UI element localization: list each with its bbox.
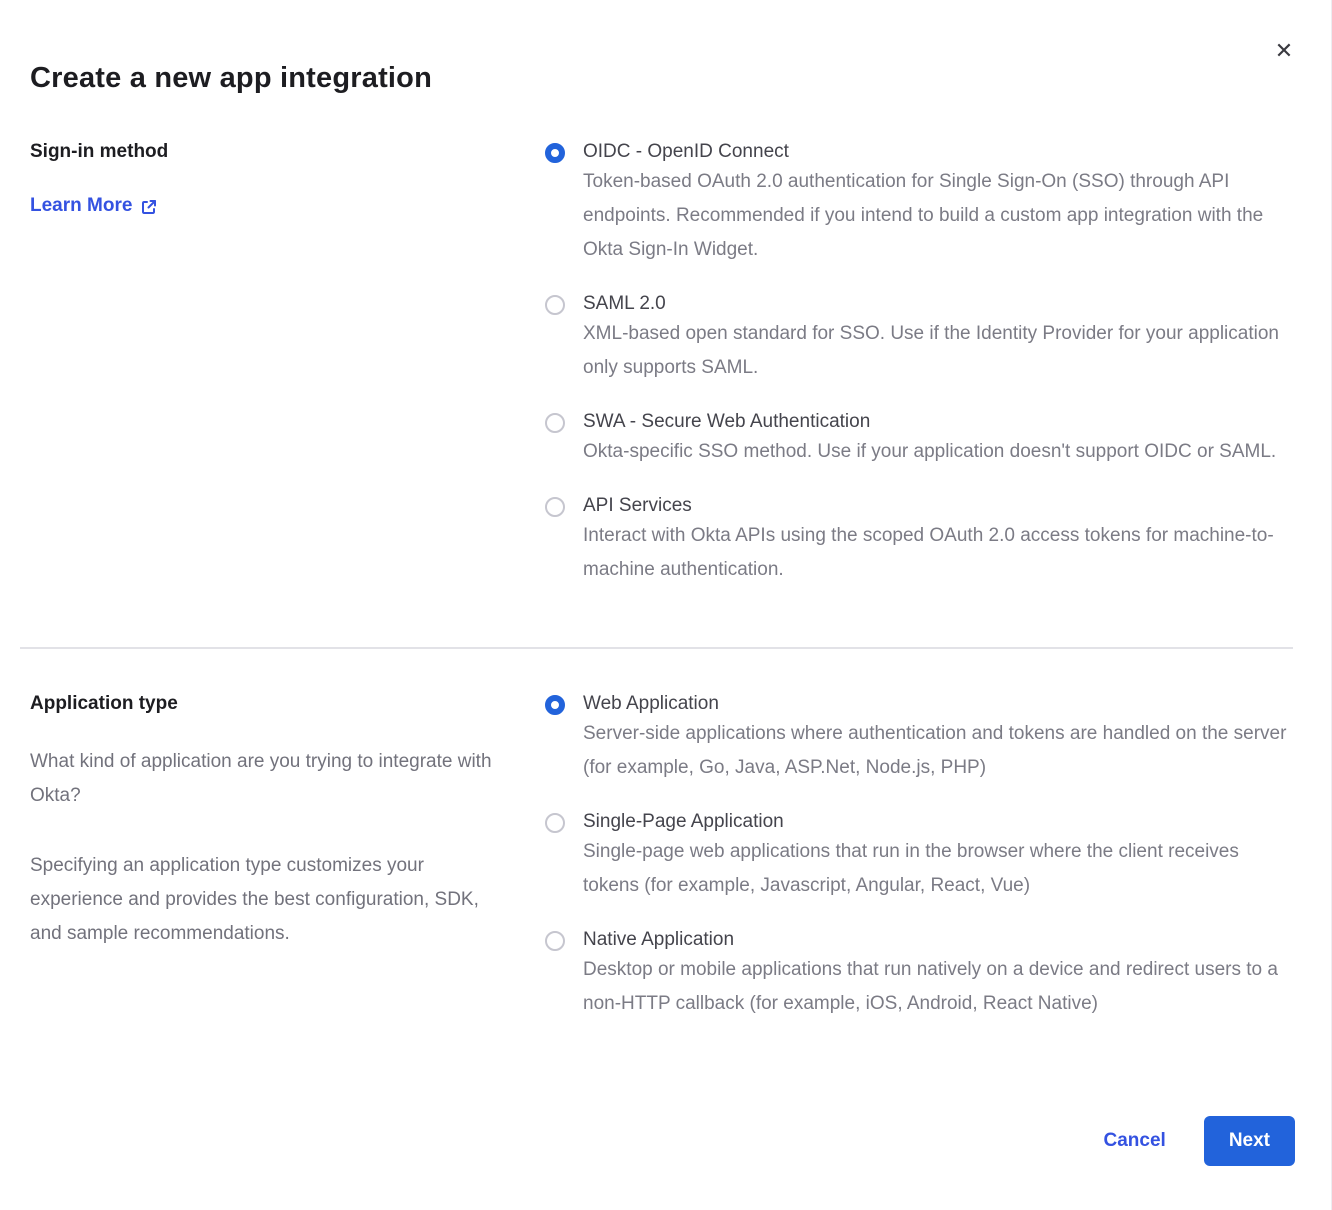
radio-option-description: Server-side applications where authentication and tokens are handled on the server (for example, Go, Java, ASP.Net, Node.js, PHP) (583, 723, 1287, 778)
radio-icon[interactable] (545, 931, 565, 951)
radio-icon[interactable] (545, 497, 565, 517)
radio-option-web-application[interactable] (545, 693, 1295, 785)
learn-more-label: Learn More (30, 195, 133, 216)
application-type-options (545, 693, 1295, 1021)
radio-option-swa[interactable] (545, 411, 1295, 469)
application-type-left-column (30, 693, 545, 951)
radio-icon[interactable] (545, 295, 565, 315)
radio-option-description: Token-based OAuth 2.0 authentication for Single Sign-On (SSO) through API endpoints. Recommended if you intend to build a custom app integration with the Okta Sign-In Widget. (583, 171, 1264, 260)
radio-option-label[interactable]: Native Application (583, 929, 735, 950)
sign-in-method-options (545, 141, 1295, 587)
radio-option-description: Okta-specific SSO method. Use if your application doesn't support OIDC or SAML. (583, 441, 1277, 462)
radio-option-label[interactable]: SAML 2.0 (583, 293, 666, 314)
external-link-icon (140, 198, 158, 216)
radio-option-oidc[interactable] (545, 141, 1295, 267)
radio-option-label[interactable]: OIDC - OpenID Connect (583, 141, 789, 162)
radio-icon[interactable] (545, 143, 565, 163)
radio-option-native-application[interactable] (545, 929, 1295, 1021)
cancel-button[interactable]: Cancel (1103, 1130, 1166, 1151)
dialog-footer (1104, 1116, 1296, 1166)
close-icon[interactable]: ✕ (1274, 38, 1294, 63)
application-type-heading: Application type (30, 693, 178, 714)
radio-option-single-page-application[interactable] (545, 811, 1295, 903)
radio-icon[interactable] (545, 695, 565, 715)
radio-icon[interactable] (545, 413, 565, 433)
radio-option-description: XML-based open standard for SSO. Use if the Identity Provider for your application only supports SAML. (583, 323, 1279, 378)
radio-option-label[interactable]: Web Application (583, 693, 719, 714)
radio-option-description: Interact with Okta APIs using the scoped OAuth 2.0 access tokens for machine-to-machine authentication. (583, 525, 1274, 580)
radio-option-api-services[interactable] (545, 495, 1295, 587)
application-type-section (30, 693, 1295, 1021)
next-button[interactable]: Next (1204, 1116, 1295, 1166)
radio-option-label[interactable]: SWA - Secure Web Authentication (583, 411, 871, 432)
radio-option-saml[interactable] (545, 293, 1295, 385)
radio-option-description: Desktop or mobile applications that run natively on a device and redirect users to a non-HTTP callback (for example, iOS, Android, React Native) (583, 959, 1278, 1014)
sign-in-method-left-column (30, 141, 545, 217)
radio-icon[interactable] (545, 813, 565, 833)
radio-option-description: Single-page web applications that run in the browser where the client receives tokens (for example, Javascript, Angular, React, Vue) (583, 841, 1239, 896)
page-title: Create a new app integration (30, 62, 433, 94)
application-type-explanation: Specifying an application type customizes your experience and provides the best configuration, SDK, and sample recommendations. (30, 855, 479, 944)
radio-option-label[interactable]: API Services (583, 495, 692, 516)
sign-in-method-heading: Sign-in method (30, 141, 169, 162)
application-type-question: What kind of application are you trying to integrate with Okta? (30, 751, 492, 806)
learn-more-link[interactable] (30, 195, 158, 217)
radio-option-label[interactable]: Single-Page Application (583, 811, 784, 832)
section-divider (20, 647, 1293, 649)
sign-in-method-section (30, 141, 1295, 587)
